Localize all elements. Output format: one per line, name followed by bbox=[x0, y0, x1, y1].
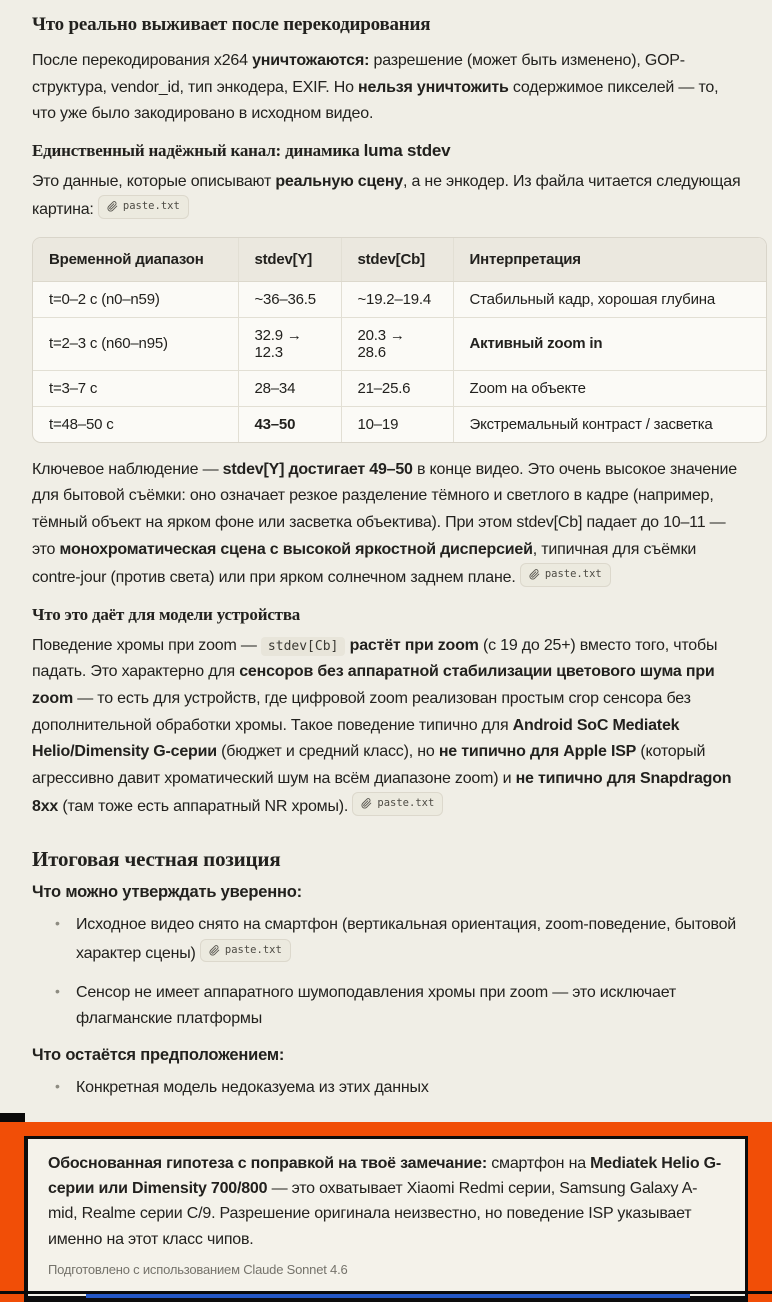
text-run: , а не энкодер. Из файла читается следующая картина: bbox=[32, 172, 741, 219]
paragraph-scene bbox=[32, 169, 742, 224]
text-run-bold: реальную сцену bbox=[275, 172, 403, 190]
text-run: (бюджет и средний класс), но bbox=[216, 743, 439, 761]
heading-text-latin: luma stdev bbox=[363, 140, 451, 160]
text-run: Исходное видео снято на смартфон (вертикальная ориентация, zoom-поведение, бытовой характер сцены) bbox=[76, 916, 737, 963]
col-header-stdev-cb: stdev[Cb] bbox=[341, 238, 453, 282]
text-run-bold: stdev[Y] достигает 49–50 bbox=[222, 460, 413, 478]
text-run: Ключевое наблюдение — bbox=[32, 460, 223, 478]
text-run-bold: не типично для Snapdragon 8xx bbox=[32, 769, 732, 816]
table-header-row bbox=[33, 238, 766, 282]
attribution-line: Подготовлено с использованием Claude Sonnet 4.6 bbox=[48, 1261, 348, 1277]
paragraph-hypothesis bbox=[48, 1151, 725, 1252]
text-run-bold: уничтожаются: bbox=[252, 52, 370, 69]
cell-stdev-cb: 20.3 → 28.6 bbox=[341, 317, 453, 370]
text-run-bold: не типично для Apple ISP bbox=[438, 743, 637, 761]
attachment-label: paste.txt bbox=[377, 797, 435, 810]
cell-time-range: t=3–7 с bbox=[33, 370, 238, 406]
attachment-chip[interactable] bbox=[520, 563, 611, 586]
attachment-chip[interactable] bbox=[98, 195, 189, 218]
col-header-interpretation: Интерпретация bbox=[453, 238, 766, 282]
table-row bbox=[33, 281, 766, 317]
text-run: в конце видео. Это очень высокое значение для бытовой съёмки: оно означает резкое разделение тёмного и светлого в кадре (например, тёмный объект на ярком фоне или засветка объектива). При этом stdev[Cb] падает до 10–11 — это bbox=[32, 460, 737, 558]
text-run: разрешение (может быть изменено), GOP-структура, vendor_id, тип энкодера, EXIF. Но bbox=[32, 52, 685, 96]
cell-interpretation: Стабильный кадр, хорошая глубина bbox=[453, 281, 766, 317]
text-run: смартфон на bbox=[487, 1154, 591, 1172]
cell-time-range: t=0–2 с (n0–n59) bbox=[33, 281, 238, 317]
list-item: • Конкретная модель недоказуема из этих данных bbox=[76, 1075, 742, 1102]
text-run: — это охватывает Xiaomi Redmi серии, Samsung Galaxy A-mid, Realme серии C/9. Разрешение оригинала неизвестно, но поведение ISP указывает именно на этот класс чипов. bbox=[48, 1179, 698, 1248]
confident-list bbox=[32, 912, 742, 1032]
text-run: После перекодирования x264 bbox=[32, 52, 253, 69]
text-run: содержимое пикселей — то, что уже было закодировано в исходном видео. bbox=[32, 78, 719, 123]
text-run-bold: монохроматическая сцена с высокой яркостной дисперсией bbox=[59, 540, 533, 558]
hypothesis-footer bbox=[0, 1122, 772, 1302]
table-row bbox=[33, 370, 766, 406]
attachment-chip[interactable] bbox=[352, 792, 443, 815]
cell-stdev-y: 43–50 bbox=[238, 406, 341, 442]
heading-device-model: Что это даёт для модели устройства bbox=[32, 604, 301, 624]
text-run: — то есть для устройств, где цифровой zoom реализован простым crop сенсора без дополнительной обработки хромы. Такое поведение типично для bbox=[32, 689, 691, 734]
cell-interpretation: Zoom на объекте bbox=[453, 370, 766, 406]
inline-code-stdev-cb: stdev[Cb] bbox=[261, 637, 345, 656]
cell-stdev-cb: 10–19 bbox=[341, 406, 453, 442]
corner-notch bbox=[0, 1113, 25, 1122]
cell-stdev-y: 32.9 → 12.3 bbox=[238, 317, 341, 370]
subhead-assumption: Что остаётся предположением: bbox=[32, 1045, 285, 1064]
text-run-bold: Mediatek Helio G-серии или Dimensity 700/800 bbox=[48, 1154, 722, 1197]
paragraph-key-observation bbox=[32, 457, 742, 592]
list-item bbox=[76, 912, 742, 967]
cell-interpretation: Экстремальный контраст / засветка bbox=[453, 406, 766, 442]
heading-text: Единственный надёжный канал: динамика bbox=[32, 140, 364, 160]
heading-final-position: Итоговая честная позиция bbox=[32, 846, 281, 871]
paragraph-chroma bbox=[32, 633, 742, 821]
table-row bbox=[33, 406, 766, 442]
paperclip-icon bbox=[209, 945, 220, 956]
attachment-label: paste.txt bbox=[122, 200, 180, 213]
text-run: , типичная для съёмки contre-jour (против света) или при ярком солнечном заднем плане. bbox=[32, 540, 697, 587]
assumption-list bbox=[32, 1075, 742, 1102]
subhead-confident: Что можно утверждать уверенно: bbox=[32, 882, 302, 901]
text-run: (с 19 до 25+) вместо того, чтобы падать. Это характерно для bbox=[32, 636, 718, 681]
text-run: (там тоже есть аппаратный NR хромы). bbox=[58, 798, 353, 816]
hypothesis-card bbox=[24, 1136, 748, 1302]
paperclip-icon bbox=[107, 201, 118, 212]
text-run-bold: сенсоров без аппаратной стабилизации цветового шума при zoom bbox=[32, 663, 715, 707]
cell-stdev-cb: 21–25.6 bbox=[341, 370, 453, 406]
heading-luma-stdev bbox=[32, 141, 742, 161]
paperclip-icon bbox=[361, 798, 372, 809]
attachment-chip[interactable] bbox=[200, 939, 291, 962]
bottom-blue-bar bbox=[86, 1294, 690, 1298]
paragraph-intro bbox=[32, 48, 742, 128]
col-header-stdev-y: stdev[Y] bbox=[238, 238, 341, 282]
text-run-bold: нельзя уничтожить bbox=[358, 78, 509, 96]
text-run: (который агрессивно давит хроматический шум на всём диапазоне zoom) и bbox=[32, 743, 706, 787]
text-run-bold: растёт при zoom bbox=[349, 636, 479, 654]
table-row bbox=[33, 317, 766, 370]
attachment-label: paste.txt bbox=[544, 568, 602, 581]
text-run-bold: Обоснованная гипотеза с поправкой на твоё замечание: bbox=[48, 1154, 487, 1172]
cell-time-range: t=2–3 с (n60–n95) bbox=[33, 317, 238, 370]
cell-stdev-cb: ~19.2–19.4 bbox=[341, 281, 453, 317]
list-item: • Сенсор не имеет аппаратного шумоподавления хромы при zoom — это исключает флагманские платформы bbox=[76, 980, 742, 1033]
stdev-table bbox=[32, 237, 767, 443]
cell-stdev-y: 28–34 bbox=[238, 370, 341, 406]
text-run-bold: Android SoC Mediatek Helio/Dimensity G-серии bbox=[32, 716, 680, 761]
col-header-time-range: Временной диапазон bbox=[33, 238, 238, 282]
cell-stdev-y: ~36–36.5 bbox=[238, 281, 341, 317]
cell-interpretation: Активный zoom in bbox=[453, 317, 766, 370]
text-run: Поведение хромы при zoom — bbox=[32, 636, 261, 654]
text-run: Это данные, которые описывают bbox=[32, 172, 276, 190]
attachment-label: paste.txt bbox=[224, 943, 282, 956]
section-title-survives: Что реально выживает после перекодирования bbox=[32, 14, 431, 35]
cell-time-range: t=48–50 с bbox=[49, 415, 114, 433]
paperclip-icon bbox=[529, 569, 540, 580]
